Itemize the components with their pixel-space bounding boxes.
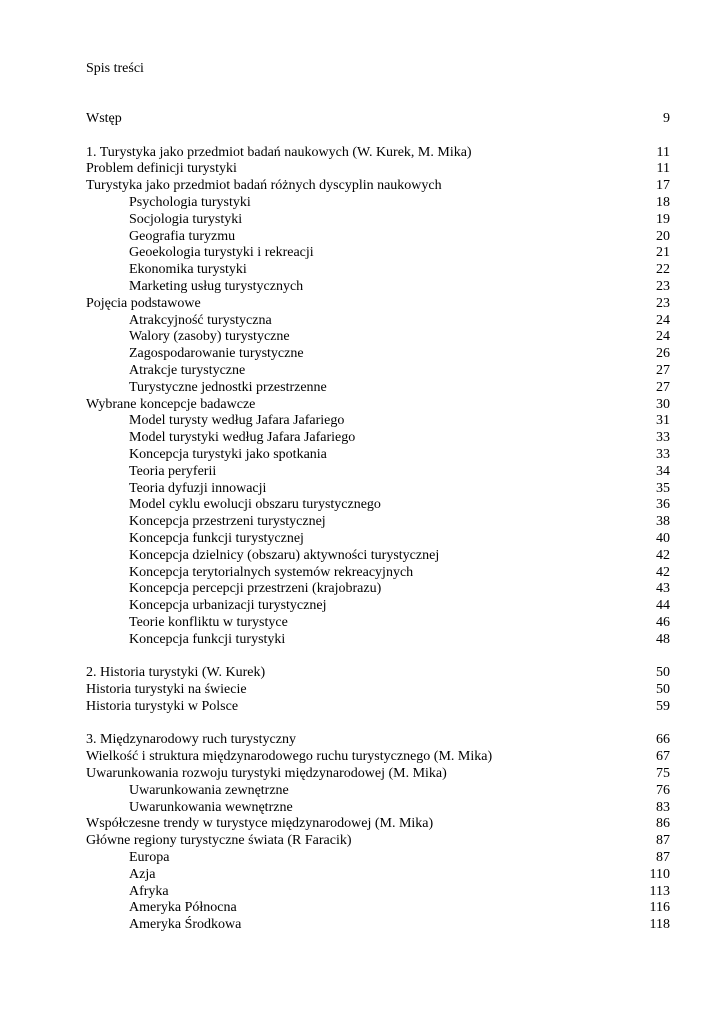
toc-entry-title: Współczesne trendy w turystyce międzynarodowej (M. Mika) (86, 816, 434, 832)
toc-entry-title: Koncepcja przestrzeni turystycznej (129, 514, 326, 530)
toc-entry (0, 615, 725, 632)
toc-entry-title: Ekonomika turystyki (129, 262, 247, 278)
toc-entry (0, 514, 725, 531)
page-title: Spis treści (86, 61, 144, 76)
toc-entry-title: Wybrane koncepcje badawcze (86, 396, 256, 412)
toc-entry-title: Model cyklu ewolucji obszaru turystycznego (129, 497, 381, 513)
toc-entry (0, 111, 725, 128)
toc-entry (0, 262, 725, 279)
toc-entry-page: 27 (656, 362, 670, 378)
toc-entry-title: Historia turystyki na świecie (86, 682, 247, 698)
toc-entry-page: 75 (656, 766, 670, 782)
toc-entry-page: 38 (656, 514, 670, 530)
toc-entry-title: Walory (zasoby) turystyczne (129, 329, 290, 345)
toc-entry-title: Historia turystyki w Polsce (86, 698, 239, 714)
toc-entry-page: 18 (656, 194, 670, 210)
toc-entry-title: Wielkość i struktura międzynarodowego ruchu turystycznego (M. Mika) (86, 749, 493, 765)
toc-entry (0, 464, 725, 481)
toc-entry-page: 44 (656, 598, 670, 614)
toc-entry-title: Ameryka Północna (129, 900, 237, 916)
toc-entry-page: 26 (656, 346, 670, 362)
toc-entry-title: 2. Historia turystyki (W. Kurek) (86, 665, 266, 681)
toc-entry (0, 346, 725, 363)
toc-entry-title: Geoekologia turystyki i rekreacji (129, 245, 314, 261)
toc-entry-title: Uwarunkowania zewnętrzne (129, 782, 289, 798)
toc-entry-page: 118 (649, 917, 670, 933)
toc-entry-page: 24 (656, 312, 670, 328)
toc-entry-page: 11 (656, 144, 670, 160)
toc-entry-page: 48 (656, 631, 670, 647)
toc-entry (0, 497, 725, 514)
toc-entry-page: 34 (656, 463, 670, 479)
toc-entry-page: 86 (656, 816, 670, 832)
toc-entry-page: 66 (656, 732, 670, 748)
toc-entry-title: Turystyka jako przedmiot badań różnych dyscyplin naukowych (86, 178, 442, 194)
toc-entry (0, 413, 725, 430)
toc-entry-page: 59 (656, 698, 670, 714)
toc-entry-page: 110 (649, 866, 670, 882)
toc-entry-page: 33 (656, 430, 670, 446)
toc-entry (0, 178, 725, 195)
toc-entry (0, 397, 725, 414)
toc-entry-title: Turystyczne jednostki przestrzenne (129, 379, 327, 395)
toc-entry-page: 11 (656, 161, 670, 177)
toc-entry-title: Uwarunkowania rozwoju turystyki międzynarodowej (M. Mika) (86, 766, 447, 782)
toc-entry-title: Geografia turyzmu (129, 228, 236, 244)
toc-entry-page: 9 (663, 111, 670, 126)
toc-entry (0, 850, 725, 867)
toc-entry-page: 76 (656, 782, 670, 798)
toc-entry-title: Atrakcje turystyczne (129, 362, 246, 378)
toc-entry-title: Uwarunkowania wewnętrzne (129, 799, 293, 815)
toc-entry-title: Koncepcja percepcji przestrzeni (krajobrazu) (129, 581, 382, 597)
toc-spacer (0, 716, 725, 733)
toc-entry-page: 33 (656, 446, 670, 462)
toc-entry-page: 31 (656, 413, 670, 429)
toc-entry (0, 229, 725, 246)
toc-entry-page: 23 (656, 295, 670, 311)
toc-entry-page: 23 (656, 278, 670, 294)
toc-entry (0, 430, 725, 447)
toc-entry (0, 245, 725, 262)
toc-entry-title: Koncepcja turystyki jako spotkania (129, 446, 327, 462)
toc-entry (0, 279, 725, 296)
toc-entry (0, 816, 725, 833)
toc-entry (0, 598, 725, 615)
toc-entry-page: 87 (656, 833, 670, 849)
toc-entry (0, 296, 725, 313)
toc-entry-page: 22 (656, 262, 670, 278)
toc-entry-page: 36 (656, 497, 670, 513)
toc-entry-page: 40 (656, 530, 670, 546)
toc-entry (0, 329, 725, 346)
toc-entry (0, 195, 725, 212)
toc-entry-title: Model turystyki według Jafara Jafariego (129, 430, 356, 446)
toc-entry (0, 800, 725, 817)
toc-entry-title: Koncepcja dzielnicy (obszaru) aktywności turystycznej (129, 547, 440, 563)
toc-entry-page: 17 (656, 178, 670, 194)
toc-entry-page: 30 (656, 396, 670, 412)
toc-entry-title: Zagospodarowanie turystyczne (129, 346, 304, 362)
toc-entry-title: Teoria dyfuzji innowacji (129, 480, 267, 496)
toc-entry-title: 3. Międzynarodowy ruch turystyczny (86, 732, 296, 748)
toc-entry (0, 380, 725, 397)
toc-entry (0, 581, 725, 598)
toc-entry (0, 833, 725, 850)
toc-spacer (0, 128, 725, 145)
toc-entry (0, 699, 725, 716)
toc-entry-page: 116 (649, 900, 670, 916)
toc-entry-page: 46 (656, 614, 670, 630)
toc-entry (0, 481, 725, 498)
toc-entry-page: 24 (656, 329, 670, 345)
toc-entry (0, 212, 725, 229)
toc-entry-title: Koncepcja urbanizacji turystycznej (129, 598, 327, 614)
table-of-contents (0, 111, 725, 934)
toc-spacer (0, 649, 725, 666)
toc-entry-page: 21 (656, 245, 670, 261)
toc-entry-page: 20 (656, 228, 670, 244)
toc-entry-title: Koncepcja terytorialnych systemów rekreacyjnych (129, 564, 414, 580)
toc-entry-title: Socjologia turystyki (129, 211, 243, 227)
toc-entry (0, 884, 725, 901)
toc-entry-page: 50 (656, 665, 670, 681)
toc-entry (0, 665, 725, 682)
toc-entry-page: 113 (649, 883, 670, 899)
toc-entry (0, 766, 725, 783)
toc-entry (0, 313, 725, 330)
toc-entry-title: Koncepcja funkcji turystyki (129, 631, 286, 647)
toc-entry-title: Wstęp (86, 111, 122, 126)
toc-entry-title: Europa (129, 850, 170, 866)
toc-entry-title: Atrakcyjność turystyczna (129, 312, 272, 328)
toc-entry-title: Główne regiony turystyczne świata (R Faracik) (86, 833, 352, 849)
toc-entry-title: Marketing usług turystycznych (129, 278, 304, 294)
toc-entry (0, 565, 725, 582)
toc-entry (0, 867, 725, 884)
toc-entry (0, 732, 725, 749)
toc-entry-page: 87 (656, 850, 670, 866)
toc-entry (0, 548, 725, 565)
toc-entry-title: Model turysty według Jafara Jafariego (129, 413, 345, 429)
toc-entry (0, 447, 725, 464)
toc-entry (0, 682, 725, 699)
toc-entry (0, 783, 725, 800)
toc-entry-title: Teoria peryferii (129, 463, 217, 479)
toc-entry-title: Teorie konfliktu w turystyce (129, 614, 288, 630)
toc-entry (0, 363, 725, 380)
toc-entry-title: Koncepcja funkcji turystycznej (129, 530, 304, 546)
toc-entry-title: Problem definicji turystyki (86, 161, 237, 177)
toc-entry-page: 43 (656, 581, 670, 597)
toc-entry-page: 83 (656, 799, 670, 815)
toc-entry (0, 749, 725, 766)
toc-entry-page: 50 (656, 682, 670, 698)
toc-entry-page: 35 (656, 480, 670, 496)
toc-entry-title: Afryka (129, 883, 169, 899)
toc-entry-page: 67 (656, 749, 670, 765)
toc-entry (0, 161, 725, 178)
toc-entry-page: 42 (656, 547, 670, 563)
toc-entry (0, 531, 725, 548)
toc-entry-page: 42 (656, 564, 670, 580)
toc-entry-title: Azja (129, 866, 156, 882)
toc-entry (0, 917, 725, 934)
toc-entry-title: Psychologia turystyki (129, 194, 251, 210)
toc-entry-title: 1. Turystyka jako przedmiot badań naukowych (W. Kurek, M. Mika) (86, 144, 472, 160)
toc-entry-title: Ameryka Środkowa (129, 917, 242, 933)
toc-entry (0, 145, 725, 162)
toc-entry-title: Pojęcia podstawowe (86, 295, 201, 311)
toc-entry (0, 632, 725, 649)
toc-entry-page: 19 (656, 211, 670, 227)
toc-entry-page: 27 (656, 379, 670, 395)
toc-entry (0, 900, 725, 917)
